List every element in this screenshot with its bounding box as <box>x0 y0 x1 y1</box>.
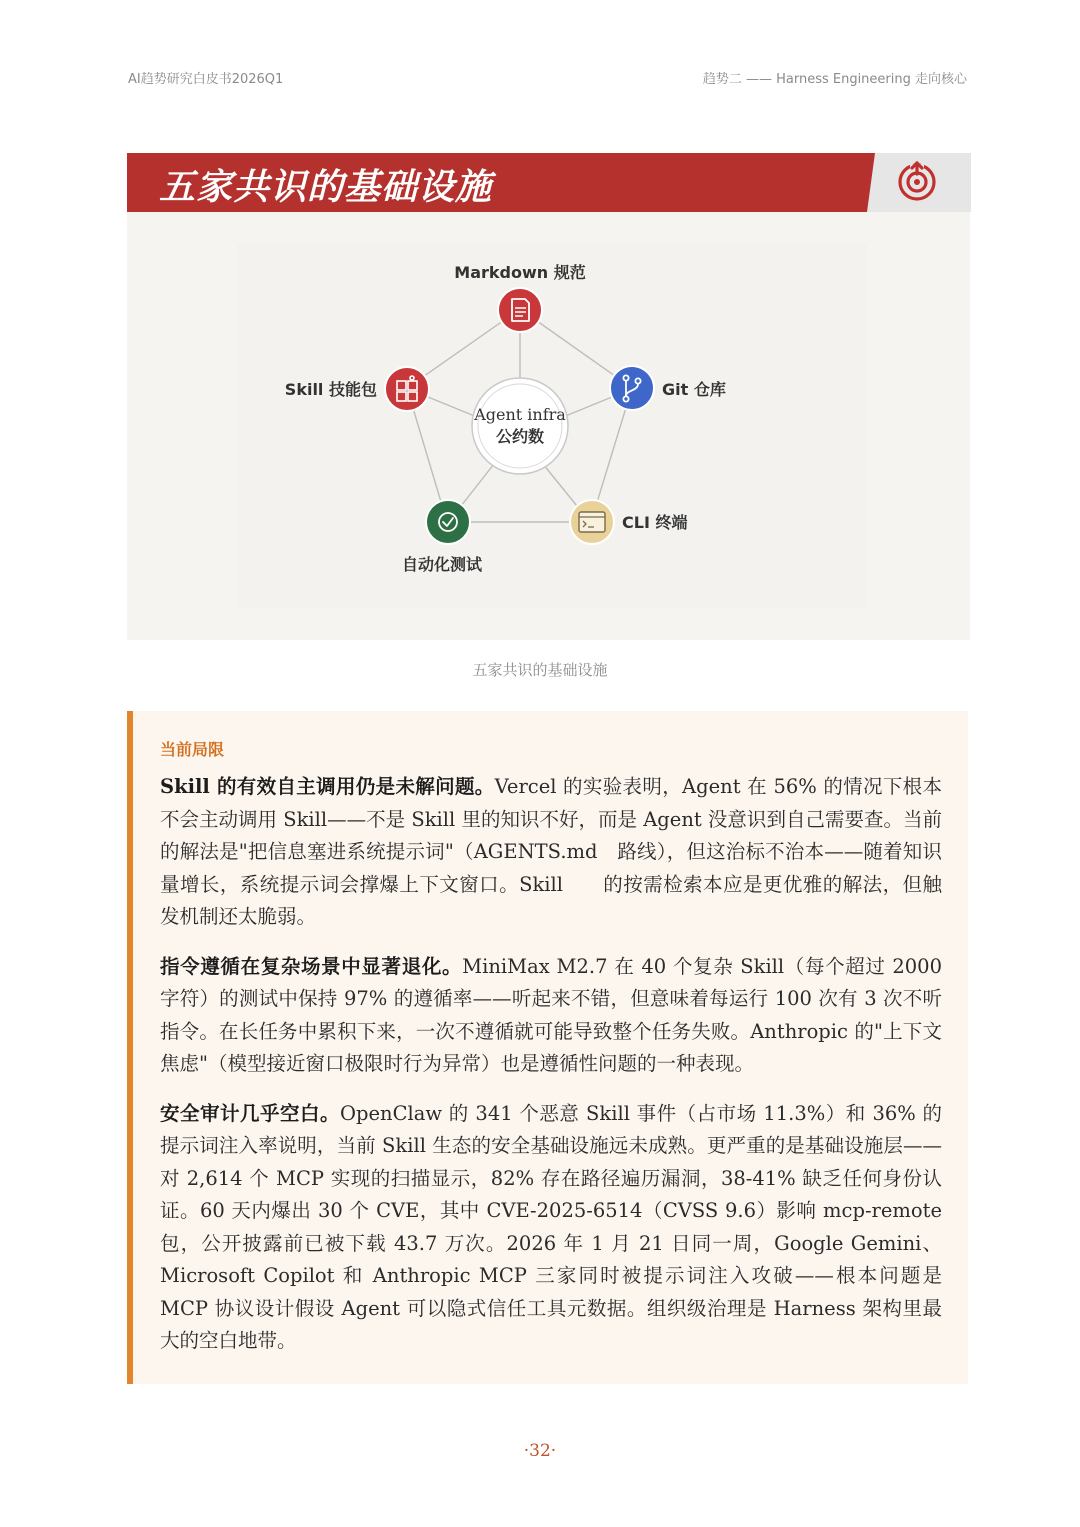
terminal-icon <box>579 512 605 532</box>
spoke-skill <box>428 397 477 417</box>
spoke-git <box>563 397 612 417</box>
node-label: CLI 终端 <box>622 513 688 532</box>
node-git <box>610 366 726 410</box>
center-label-1: Agent infra <box>474 405 566 424</box>
page-number: ·32· <box>523 1441 557 1461</box>
node-label: Markdown 规范 <box>454 263 586 282</box>
limitations-body <box>160 771 942 1375</box>
limitations-heading: 当前局限 <box>160 740 225 759</box>
node-markdown <box>454 263 585 332</box>
node-test <box>402 500 483 574</box>
spoke-test <box>461 464 494 506</box>
header-section-title: 趋势二 —— Harness Engineering 走向核心 <box>702 72 967 87</box>
node-label: 自动化测试 <box>401 555 483 574</box>
center-node <box>472 378 568 474</box>
limitation-paragraph <box>160 1098 942 1358</box>
paragraph-lead: Skill 的有效自主调用仍是未解问题。 <box>160 775 495 798</box>
limitation-paragraph <box>160 771 942 934</box>
node-cli <box>570 500 687 544</box>
paragraph-text: OpenClaw 的 341 个恶意 Skill 事件（占市场 11.3%）和 36% 的提示词注入率说明，当前 Skill 生态的安全基础设施远未成熟。更严重的是基础设施层——对 2,614 个 MCP 实现的扫描显示，82% 存在路径遍历漏洞，38-41% 缺乏任何身份认证。60 天内爆出 30 个 CVE，其中 CVE-2025-6514（CVSS 9.6）影响 mcp-remote 包，公开披露前已被下载 43.7 万次。2026 年 1 月 21 日同一周，Google Gemini、Microsoft Copilot 和 Anthropic MCP 三家同时被提示词注入攻破——根本问题是 MCP 协议设计假设 Agent 可以隐式信任工具元数据。组织级治理是 Harness 架构里最大的空白地带。 <box>160 1101 942 1352</box>
paragraph-text: MiniMax M2.7 在 40 个复杂 Skill（每个超过 2000 字符）的测试中保持 97% 的遵循率——听起来不错，但意味着每运行 100 次有 3 次不听指令。在长任务中累积下来，一次不遵循就可能导致整个任务失败。Anthropic 的"上下文焦虑"（模型接近窗口极限时行为异常）也是遵循性问题的一种表现。 <box>160 954 942 1075</box>
paragraph-lead: 指令遵循在复杂场景中显著退化。 <box>160 954 463 978</box>
limitation-paragraph <box>160 951 942 1081</box>
center-label-2: 公约数 <box>495 427 545 446</box>
node-label: Git 仓库 <box>662 380 726 399</box>
infra-pentagon-diagram <box>127 212 970 640</box>
figure-panel <box>127 212 970 640</box>
limitations-box <box>127 711 968 1384</box>
accent-bar <box>127 711 133 1384</box>
figure-caption: 五家共识的基础设施 <box>472 661 608 679</box>
target-arrow-icon <box>895 160 939 204</box>
node-label: Skill 技能包 <box>284 380 377 399</box>
node-skill <box>285 367 429 411</box>
spoke-cli <box>543 464 577 506</box>
section-banner <box>127 153 971 212</box>
paragraph-text: Vercel 的实验表明，Agent 在 56% 的情况下根本不会主动调用 Skill——不是 Skill 里的知识不好，而是 Agent 没意识到自己需要查。当前的解法是"把信息塞进系统提示词"（AGENTS.md 路线），但这治标不治本——随着知识量增长，系统提示词会撑爆上下文窗口。Skill 的按需检索本应是更优雅的解法，但触发机制还太脆弱。 <box>160 775 942 928</box>
section-title: 五家共识的基础设施 <box>159 167 493 208</box>
paragraph-lead: 安全审计几乎空白。 <box>160 1101 340 1125</box>
header-doc-title: AI趋势研究白皮书2026Q1 <box>128 72 284 87</box>
